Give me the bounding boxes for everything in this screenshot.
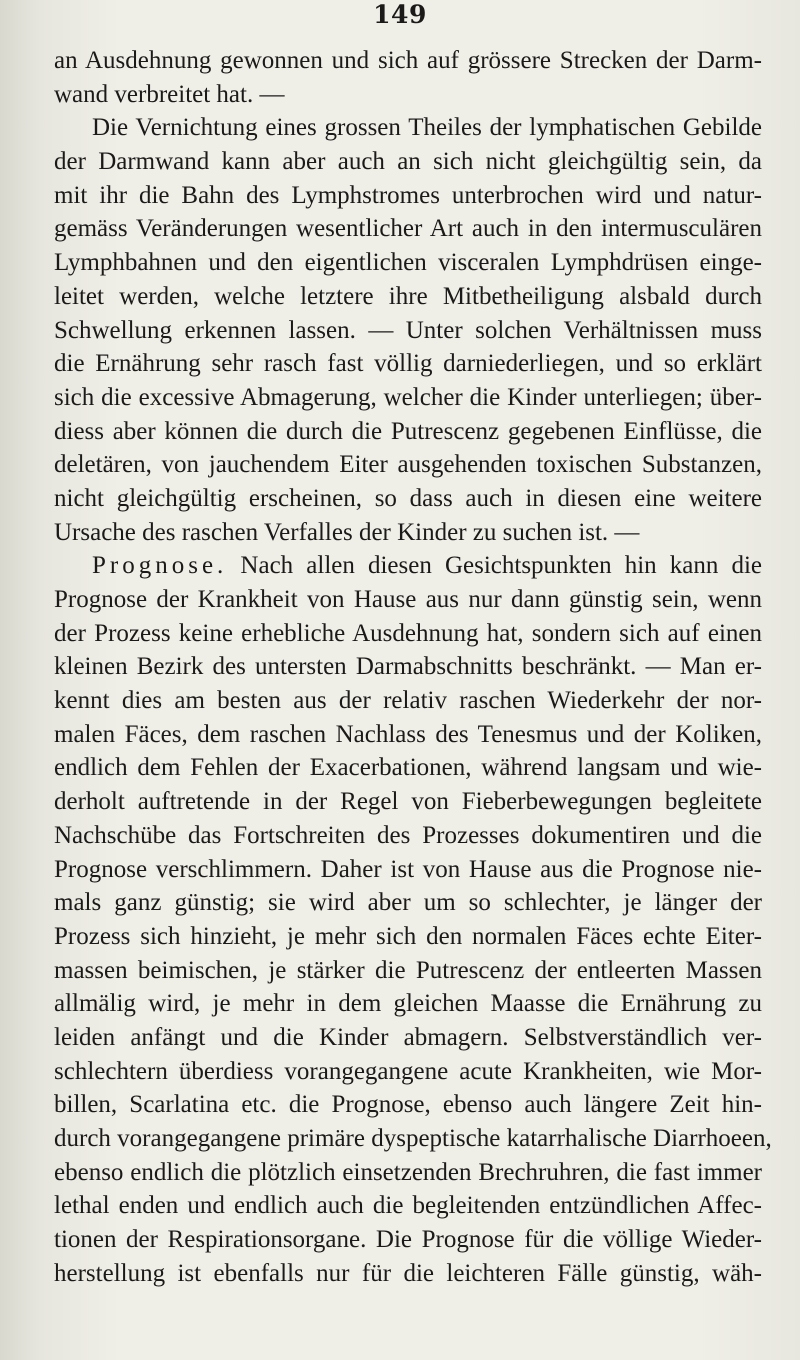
text-line (54, 549, 762, 583)
text-line-content: Prognose verschlimmern. Daher ist von Hause aus die Prognose nie- (54, 855, 762, 883)
text-line-content: endlich dem Fehlen der Exacerbationen, während langsam und wie- (54, 754, 762, 782)
text-line-content: massen beimischen, je stärker die Putrescenz der entleerten Massen (54, 956, 762, 984)
text-line-content: allmälig wird, je mehr in dem gleichen Maasse die Ernährung zu (54, 990, 762, 1018)
text-line (54, 785, 762, 819)
text-line-content: kennt dies am besten aus der relativ raschen Wiederkehr der nor- (54, 687, 762, 715)
text-line-content: sich die excessive Abmagerung, welcher die Kinder unterliegen; über- (54, 383, 762, 411)
text-line (54, 44, 762, 78)
text-line-content: mals ganz günstig; sie wird aber um so schlechter, je länger der (54, 889, 762, 917)
text-line-content: Prognose der Krankheit von Hause aus nur dann günstig sein, wenn (54, 586, 762, 613)
text-line (54, 246, 762, 280)
text-line (54, 212, 762, 246)
text-line-content: billen, Scarlatina etc. die Prognose, ebenso auch längere Zeit hin- (54, 1091, 762, 1119)
text-line-content: ebenso endlich die plötzlich einsetzenden Brechruhren, die fast immer (54, 1158, 762, 1186)
text-line (54, 853, 762, 887)
text-line (54, 684, 762, 718)
text-line-content: Lymphbahnen und den eigentlichen visceralen Lymphdrüsen einge- (54, 249, 762, 277)
text-line (54, 650, 762, 684)
text-line-content: Nach allen diesen Gesichtspunkten hin kann die (227, 552, 762, 580)
text-line (54, 1189, 762, 1223)
text-line-content: diess aber können die durch die Putrescenz gegebenen Einflüsse, die (54, 417, 762, 445)
text-line-content: Prozess sich hinzieht, je mehr sich den normalen Fäces echte Eiter- (54, 922, 762, 950)
text-line (54, 1088, 762, 1122)
text-line-content: mit ihr die Bahn des Lymphstromes unterbrochen wird und natur- (54, 181, 762, 209)
text-line-content: gemäss Veränderungen wesentlicher Art auch in den intermusculären (54, 215, 762, 243)
text-line-content: tionen der Respirationsorgane. Die Prognose für die völlige Wieder- (54, 1226, 762, 1254)
text-line (54, 751, 762, 785)
text-line (54, 448, 762, 482)
text-line (54, 1122, 772, 1156)
text-line (54, 617, 762, 651)
text-line-content: lethal enden und endlich auch die begleitenden entzündlichen Affec- (54, 1192, 762, 1220)
text-line (54, 347, 762, 381)
text-line-content: Ursache des raschen Verfalles der Kinder zu suchen ist. — (54, 518, 640, 546)
text-line-content: herstellung ist ebenfalls nur für die leichteren Fälle günstig, wäh- (54, 1259, 762, 1287)
text-line (54, 920, 762, 954)
text-line-content: deletären, von jauchendem Eiter ausgehenden toxischen Substanzen, (54, 451, 762, 479)
text-line (54, 1257, 762, 1291)
text-line (54, 482, 762, 516)
text-line-content: Die Vernichtung eines grossen Theiles der lymphatischen Gebilde (92, 114, 762, 142)
text-line (54, 819, 762, 853)
text-line-content: malen Fäces, dem raschen Nachlass des Tenesmus und der Koliken, (54, 720, 762, 748)
text-line (54, 583, 762, 617)
text-line (54, 280, 762, 314)
page-number: 149 (373, 0, 427, 29)
text-line (54, 381, 762, 415)
text-line (54, 314, 762, 348)
text-line (54, 1021, 762, 1055)
text-line (54, 718, 762, 752)
text-line (54, 516, 762, 550)
text-line (54, 415, 762, 449)
text-line (54, 145, 762, 179)
text-line-content: leiden anfängt und die Kinder abmagern. Selbstverständlich ver- (54, 1023, 762, 1051)
text-line (54, 179, 762, 213)
text-line (54, 1156, 762, 1190)
text-line-content: an Ausdehnung gewonnen und sich auf grössere Strecken der Darm- (54, 47, 762, 74)
text-line-content: der Darmwand kann aber auch an sich nicht gleichgültig sein, da (54, 148, 762, 176)
text-line-content: nicht gleichgültig erscheinen, so dass auch in diesen eine weitere (54, 484, 762, 512)
text-line-content: wand verbreitet hat. — (54, 80, 285, 108)
text-line-content: Schwellung erkennen lassen. — Unter solchen Verhältnissen muss (54, 316, 762, 344)
text-line (54, 987, 762, 1021)
text-line (54, 886, 762, 920)
text-line (54, 111, 762, 145)
text-line (54, 1223, 762, 1257)
text-line-content: leitet werden, welche letztere ihre Mitbetheiligung alsbald durch (54, 282, 762, 310)
text-line-content: Nachschübe das Fortschreiten des Prozesses dokumentiren und die (54, 821, 762, 849)
text-line (54, 78, 762, 112)
text-line-content: der Prozess keine erhebliche Ausdehnung hat, sondern sich auf einen (54, 619, 762, 647)
body-text (54, 44, 772, 1290)
text-line-content: derholt auftretende in der Regel von Fieberbewegungen begleitete (54, 788, 762, 816)
text-line-content: durch vorangegangene primäre dyspeptische katarrhalische Diarrhoeen, (54, 1125, 772, 1152)
text-line-content: kleinen Bezirk des untersten Darmabschnitts beschränkt. — Man er- (54, 653, 762, 681)
section-heading: Prognose. (92, 552, 228, 580)
text-line-content: die Ernährung sehr rasch fast völlig darniederliegen, und so erklärt (54, 350, 762, 378)
text-line (54, 954, 762, 988)
text-line (54, 1055, 762, 1089)
text-line-content: schlechtern überdiess vorangegangene acute Krankheiten, wie Mor- (54, 1057, 762, 1085)
